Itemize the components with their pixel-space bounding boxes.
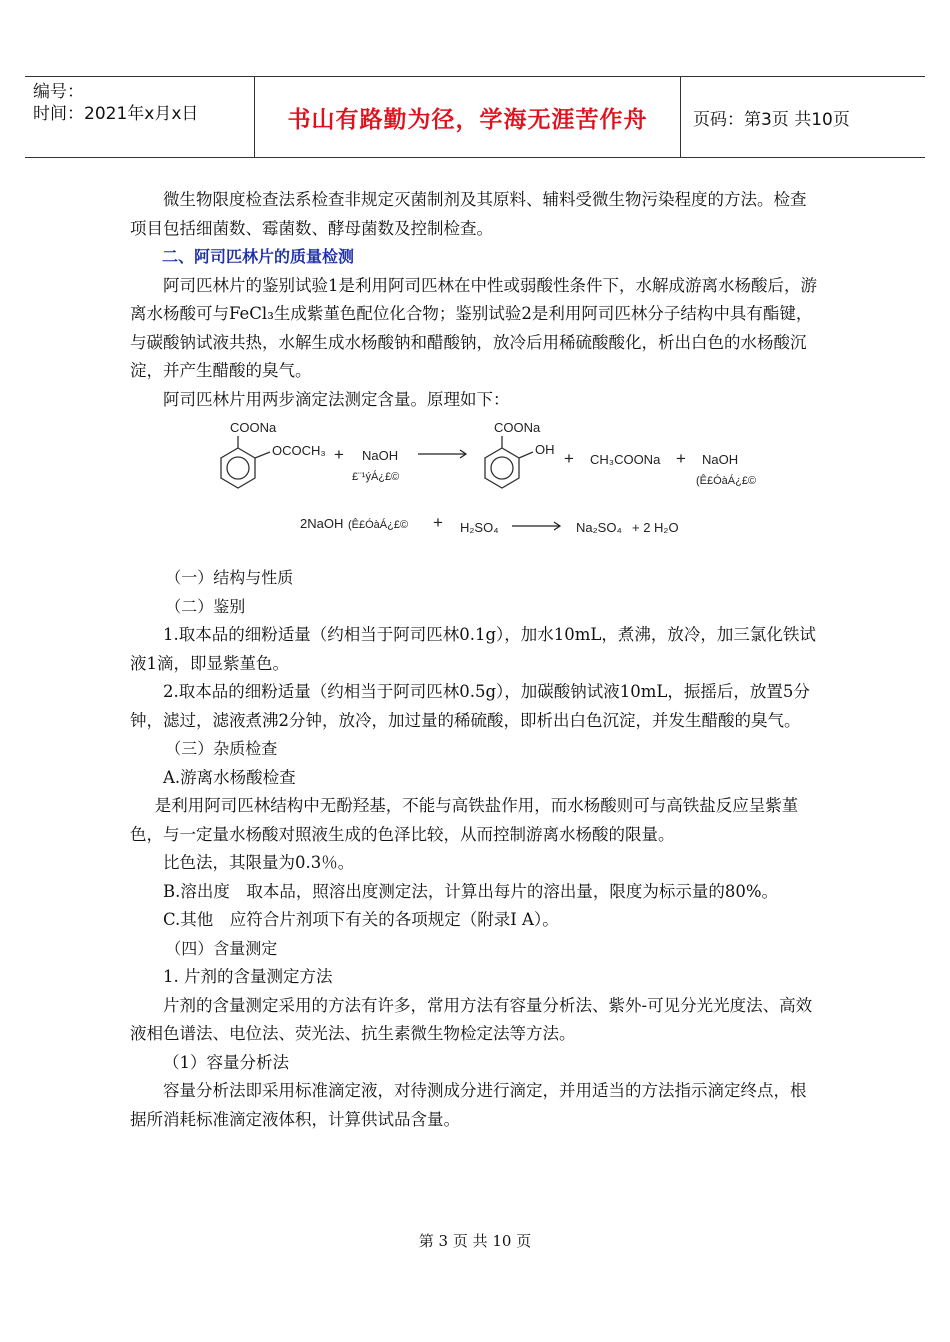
reaction-diagram: [130, 414, 820, 564]
label-excess-2: (Ê£ÓàÁ¿£©: [696, 475, 757, 487]
plus-sign: +: [676, 449, 686, 468]
label-h2so4: H₂SO₄: [460, 520, 499, 535]
document-body: [130, 186, 820, 1134]
benzene-ring-aspirin: [221, 436, 270, 488]
identification-step-1: 1.取本品的细粉适量（约相当于阿司匹林0.1g），加水10mL，煮沸，放冷，加三氯化铁试液1滴，即显紫堇色。: [130, 625, 816, 673]
header-motto: 书山有路勤为径，学海无涯苦作舟: [287, 106, 648, 133]
page-footer: 第 3 页 共 10 页: [418, 1232, 532, 1250]
header-divider: [680, 77, 681, 157]
header-meta: [33, 81, 255, 153]
paragraph-microbial-limit: 微生物限度检查法系检查非规定灭菌制剂及其原料、辅料受微生物污染程度的方法。检查项目包括细菌数、霉菌数、酵母菌数及控制检查。: [130, 190, 807, 238]
label-excess-3: (Ê£ÓàÁ¿£©: [348, 519, 409, 531]
benzene-ring-salicylate: [485, 436, 533, 488]
plus-sign: +: [564, 449, 574, 468]
label-2naoh: 2NaOH: [300, 516, 344, 531]
volumetric-text: 容量分析法即采用标准滴定液，对待测成分进行滴定，并用适当的方法指示滴定终点，根据所消耗标准滴定液体积，计算供试品含量。: [130, 1081, 807, 1129]
label-na2so4: Na₂SO₄: [576, 520, 622, 535]
subsection-structure: （一）结构与性质: [165, 568, 294, 587]
doc-number-label: 编号：: [33, 82, 84, 102]
impurity-a-title: A.游离水杨酸检查: [163, 767, 296, 787]
label-ch3coona: CH₃COONa: [590, 452, 661, 467]
assay-method-title: 1. 片剂的含量测定方法: [163, 967, 333, 986]
volumetric-title: （1）容量分析法: [163, 1052, 289, 1072]
assay-method-text: 片剂的含量测定采用的方法有许多，常用方法有容量分析法、紫外-可见分光光度法、高效液相色谱法、电位法、荧光法、抗生素微生物检定法等方法。: [130, 995, 813, 1043]
paragraph-titration-intro: 阿司匹林片用两步滴定法测定含量。原理如下：: [163, 389, 510, 409]
reaction-arrow-1: [418, 450, 466, 458]
label-oh: OH: [535, 442, 555, 457]
label-excess-1: £¨¹ýÁ¿£©: [352, 471, 400, 483]
label-water: + 2 H₂O: [632, 520, 679, 535]
subsection-identification: （二）鉴别: [165, 596, 246, 616]
section-title-aspirin: 二、阿司匹林片的质量检测: [162, 247, 355, 266]
label-coona-2: COONa: [494, 420, 541, 435]
plus-sign: +: [433, 513, 443, 532]
colorimetry-limit: 比色法，其限量为0.3％。: [163, 853, 355, 872]
paragraph-identification-principle: 阿司匹林片的鉴别试验1是利用阿司匹林在中性或弱酸性条件下，水解成游离水杨酸后，游离水杨酸可与FeCl₃生成紫堇色配位化合物；鉴别试验2是利用阿司匹林分子结构中具有酯键，与碳酸钠试液共热，水解生成水杨酸钠和醋酸钠，放冷后用稀硫酸酸化，析出白色的水杨酸沉淀，并产生醋酸的臭气。: [130, 275, 817, 380]
identification-step-2: 2.取本品的细粉适量（约相当于阿司匹林0.5g），加碳酸钠试液10mL，振摇后，放置5分钟，滤过，滤液煮沸2分钟，放冷，加过量的稀硫酸，即析出白色沉淀，并发生醋酸的臭气。: [130, 682, 810, 730]
impurity-c-other: C.其他 应符合片剂项下有关的各项规定（附录Ⅰ A）。: [163, 910, 559, 929]
label-naoh-1: NaOH: [362, 448, 399, 463]
label-naoh-2: NaOH: [702, 452, 739, 467]
header-page-info: 页码：第3页 共10页: [693, 109, 850, 130]
subsection-impurity: （三）杂质检查: [165, 739, 278, 758]
label-coona-1: COONa: [230, 420, 277, 435]
impurity-a-text: 是利用阿司匹林结构中无酚羟基，不能与高铁盐作用，而水杨酸则可与高铁盐反应呈紫堇色，与一定量水杨酸对照液生成的色泽比较，从而控制游离水杨酸的限量。: [130, 796, 799, 844]
subsection-assay: （四）含量测定: [165, 938, 278, 958]
page-header: [25, 76, 925, 158]
impurity-b-dissolution: B.溶出度 取本品，照溶出度测定法，计算出每片的溶出量，限度为标示量的80%。: [163, 881, 779, 901]
reaction-arrow-2: [512, 522, 560, 530]
doc-time-label: 时间：2021年x月x日: [33, 104, 199, 124]
label-ococh3: OCOCH₃: [272, 443, 326, 458]
plus-sign: +: [334, 445, 344, 464]
